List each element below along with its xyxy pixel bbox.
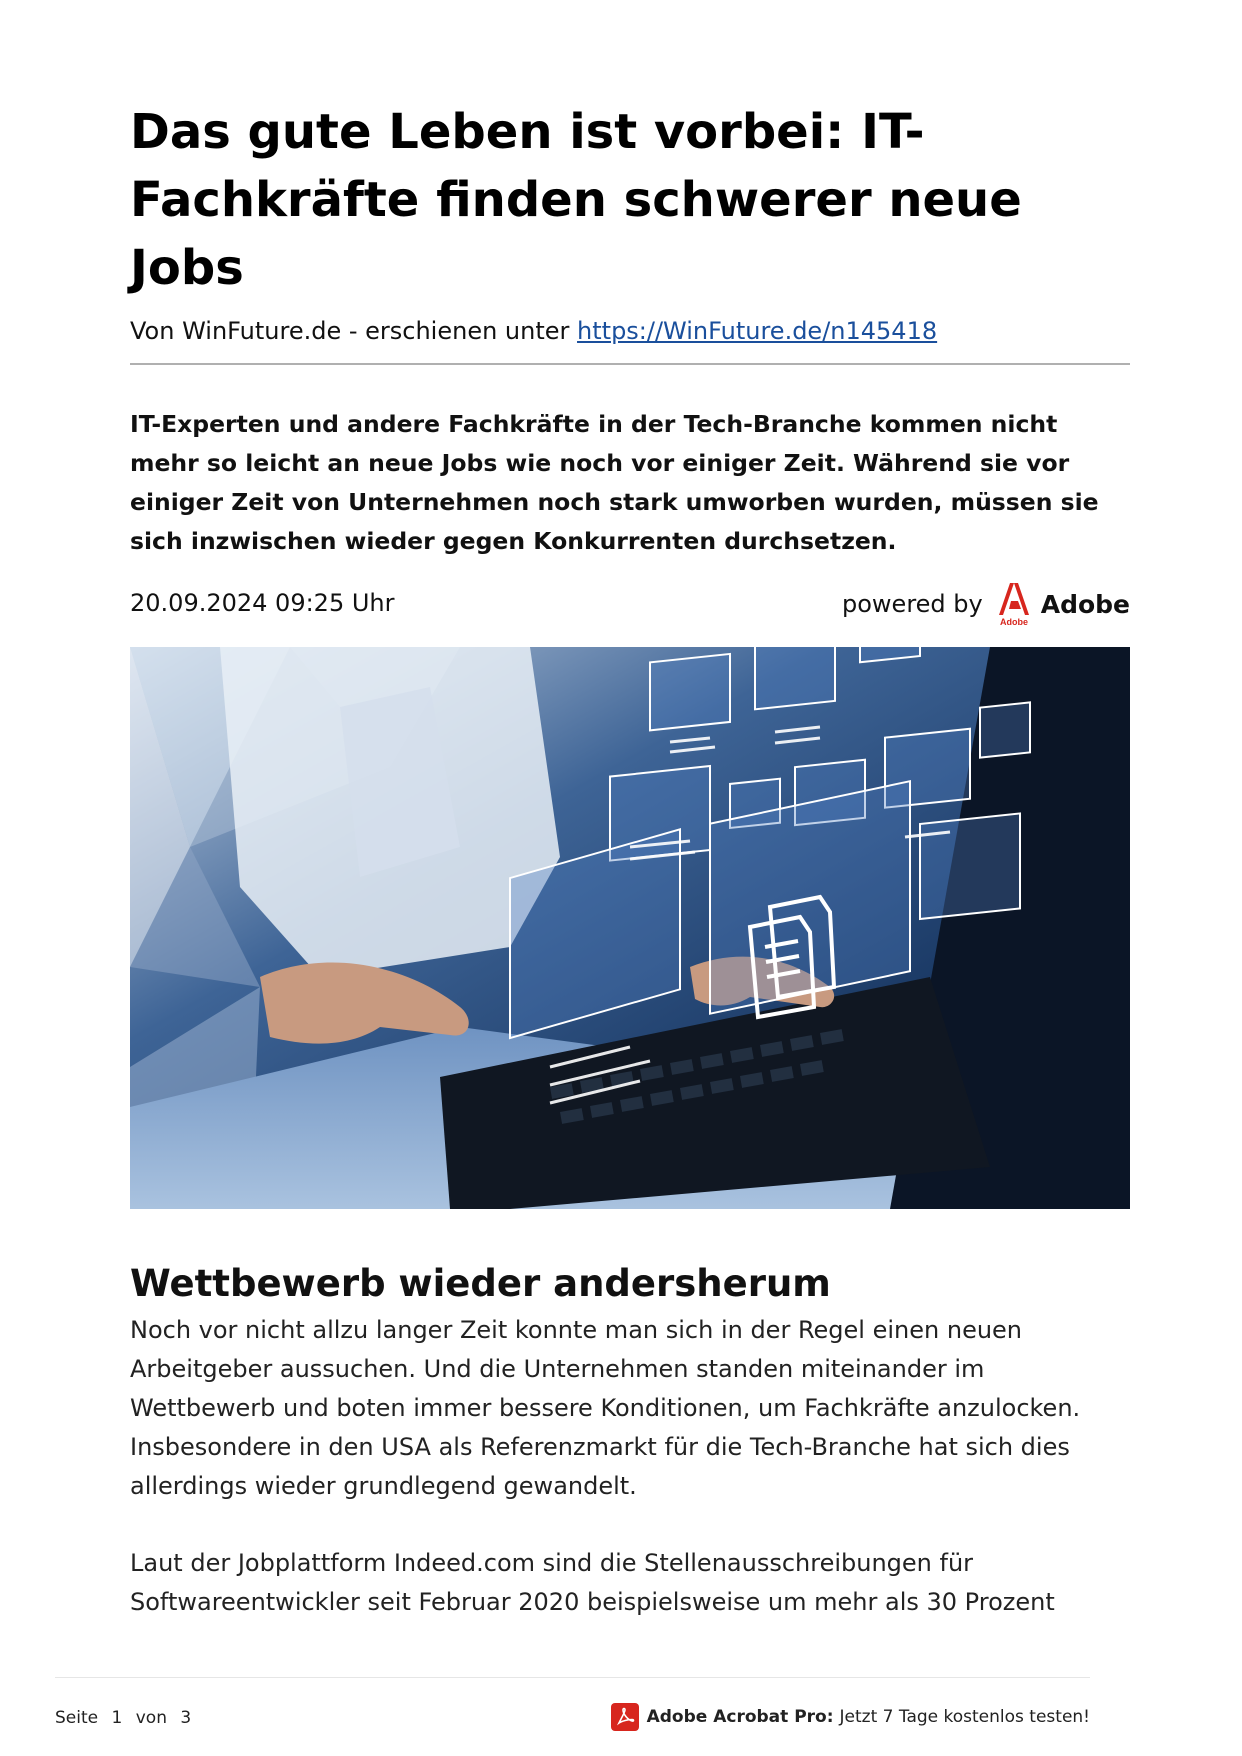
- powered-by-label: powered by: [842, 590, 983, 618]
- page-label: Seite: [55, 1708, 99, 1728]
- article-lead: IT-Experten und andere Fachkräfte in der Tech-Branche kommen nicht mehr so leicht an neue Jobs wie noch vor einiger Zeit. Während sie vor einiger Zeit von Unternehmen noch stark umworben wurden, müssen sie sich inzwischen wieder gegen Konkurrenten durchsetzen.: [130, 410, 1099, 555]
- acrobat-icon: [611, 1703, 639, 1731]
- article-hero-image: [130, 647, 1130, 1209]
- powered-by-brand: Adobe: [1040, 589, 1130, 619]
- promo-text: Jetzt 7 Tage kostenlos testen!: [839, 1707, 1090, 1727]
- publish-date: 20.09.2024 09:25 Uhr: [130, 589, 395, 617]
- source-link[interactable]: https://WinFuture.de/n145418: [577, 317, 938, 345]
- paragraph-1: Noch vor nicht allzu langer Zeit konnte man sich in der Regel einen neuen Arbeitgeber aussuchen. Und die Unternehmen standen miteinander im Wettbewerb und boten immer bessere Konditionen, um Fachkräfte anzulocken. Insbesondere in den USA als Referenzmarkt für die Tech-Branche hat sich dies allerdings wieder grundlegend gewandelt.: [130, 1316, 1081, 1500]
- footer-divider: [55, 1677, 1090, 1678]
- adobe-logo-caption: Adobe: [999, 617, 1028, 627]
- page-indicator: [55, 1708, 199, 1728]
- section-heading: Wettbewerb wieder andersherum: [130, 1262, 831, 1305]
- header-divider: [130, 363, 1130, 365]
- acrobat-promo[interactable]: [611, 1700, 1090, 1734]
- page-current: 1: [111, 1708, 123, 1728]
- paragraph-2: Laut der Jobplattform Indeed.com sind die Stellenausschreibungen für Softwareentwickler seit Februar 2020 beispielsweise um mehr als 30 Prozent: [130, 1549, 1055, 1616]
- byline: [130, 314, 1130, 348]
- promo-product: Adobe Acrobat Pro:: [646, 1707, 834, 1727]
- byline-prefix: Von WinFuture.de - erschienen unter: [130, 317, 578, 345]
- hero-illustration: [130, 647, 1130, 1209]
- adobe-logo-icon: [997, 581, 1031, 627]
- page-total: 3: [180, 1708, 192, 1728]
- article-title: Das gute Leben ist vorbei: IT-Fachkräfte finden schwerer neue Jobs: [130, 104, 1022, 296]
- page-of-label: von: [135, 1708, 167, 1728]
- powered-by: [842, 580, 1130, 628]
